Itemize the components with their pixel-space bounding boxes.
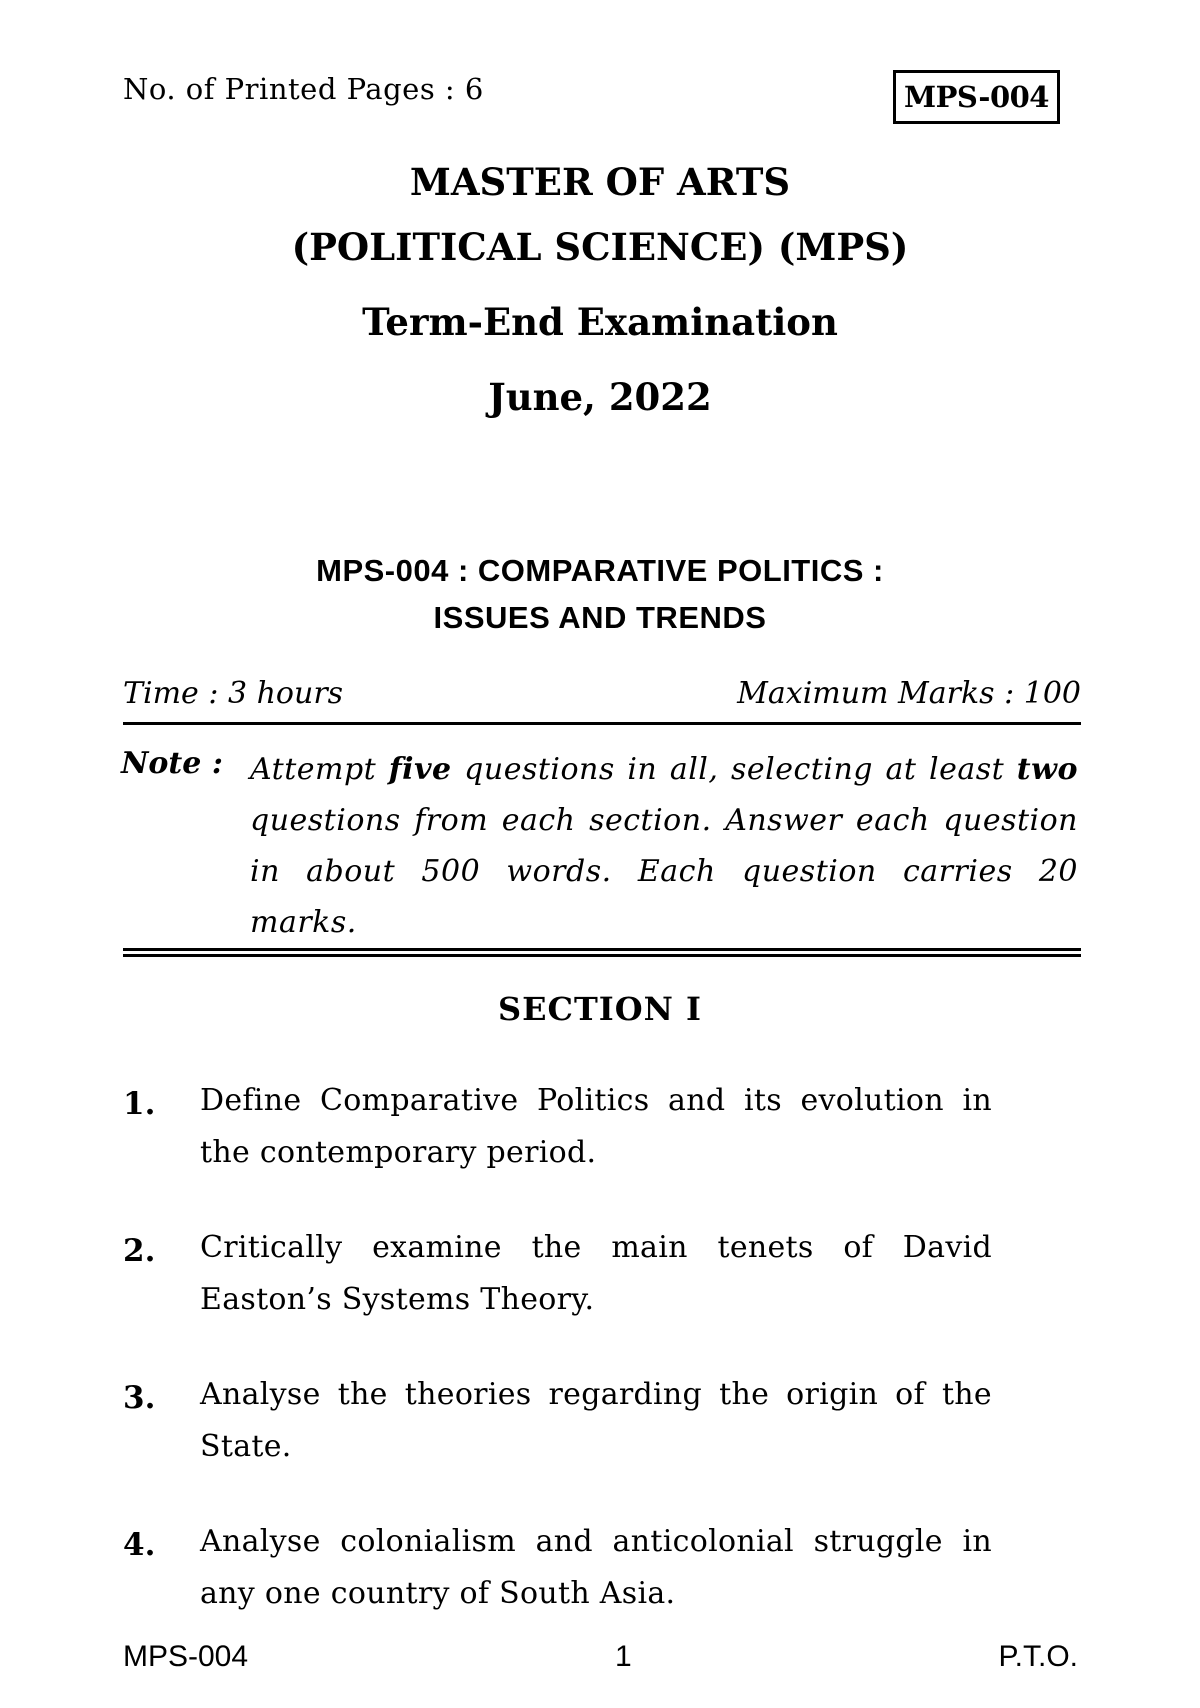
note-text bbox=[250, 744, 1078, 948]
note-text-part: questions in all, selecting at least bbox=[451, 752, 1017, 787]
exam-name: Term-End Examination bbox=[362, 300, 838, 344]
subject-title-line1: MPS-004 : COMPARATIVE POLITICS : bbox=[316, 553, 884, 588]
programme-subtitle: (POLITICAL SCIENCE) (MPS) bbox=[291, 225, 909, 269]
divider bbox=[123, 722, 1081, 725]
note-text-part: questions from each section. Answer each question in about 500 words. Each question carries 20 marks. bbox=[250, 803, 1078, 940]
time-allowed: Time : 3 hours bbox=[123, 676, 344, 711]
page-number: 1 bbox=[614, 1640, 632, 1673]
exam-meta-row bbox=[123, 676, 1081, 711]
note-emphasis: five bbox=[388, 752, 452, 787]
note-emphasis: two bbox=[1016, 752, 1078, 787]
page-footer bbox=[123, 1640, 1078, 1674]
question-number: 1. bbox=[123, 1086, 156, 1122]
question-number: 4. bbox=[123, 1527, 156, 1563]
footer-paper-code: MPS-004 bbox=[123, 1640, 249, 1673]
printed-pages-count: No. of Printed Pages : 6 bbox=[123, 72, 484, 106]
please-turn-over: P.T.O. bbox=[998, 1640, 1078, 1673]
question-text: Analyse colonialism and anticolonial struggle in any one country of South Asia. bbox=[200, 1524, 992, 1611]
section-heading: SECTION I bbox=[498, 990, 702, 1028]
question-number: 3. bbox=[123, 1380, 156, 1416]
note-label: Note : bbox=[121, 746, 223, 781]
question-text: Define Comparative Politics and its evolution in the contemporary period. bbox=[200, 1083, 992, 1170]
exam-date: June, 2022 bbox=[488, 375, 712, 419]
double-divider bbox=[123, 948, 1081, 957]
programme-title: MASTER OF ARTS bbox=[409, 160, 791, 204]
note-text-part: Attempt bbox=[250, 752, 389, 787]
question-text: Critically examine the main tenets of David Easton’s Systems Theory. bbox=[200, 1230, 992, 1317]
subject-title-line2: ISSUES AND TRENDS bbox=[433, 600, 767, 635]
maximum-marks: Maximum Marks : 100 bbox=[737, 676, 1081, 711]
question-text: Analyse the theories regarding the origin of the State. bbox=[200, 1377, 992, 1464]
question-number: 2. bbox=[123, 1233, 156, 1269]
paper-code-box: MPS-004 bbox=[893, 70, 1060, 124]
